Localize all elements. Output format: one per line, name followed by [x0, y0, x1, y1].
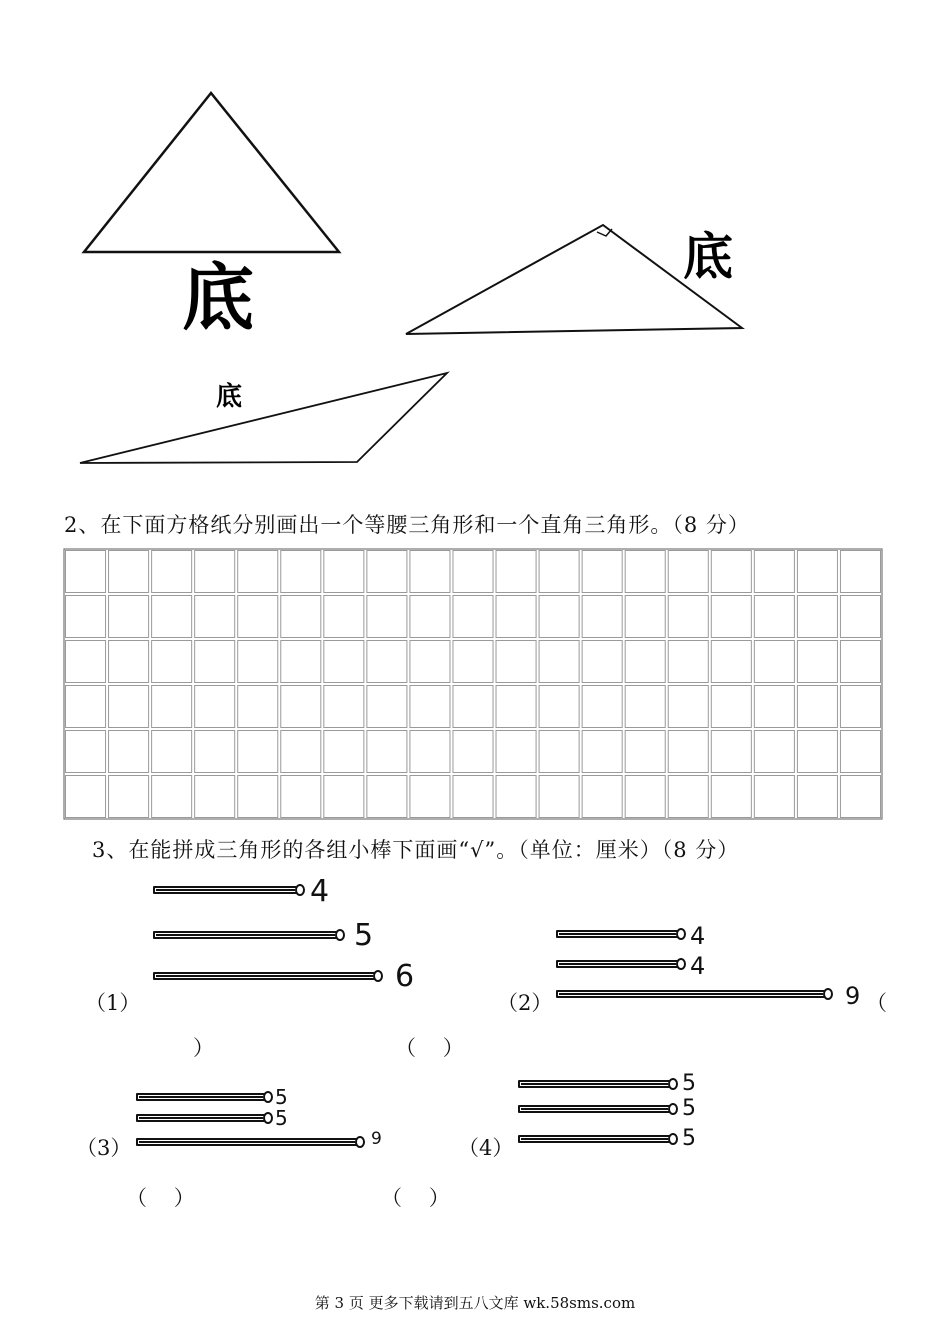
grid-cell[interactable]: [539, 596, 579, 638]
stick-length-label: 9: [371, 1129, 382, 1149]
grid-cell[interactable]: [238, 731, 278, 773]
grid-cell[interactable]: [367, 686, 407, 728]
grid-cell[interactable]: [582, 776, 622, 818]
grid-cell[interactable]: [453, 596, 493, 638]
stick-length-label: 4: [690, 952, 706, 980]
grid-cell[interactable]: [496, 686, 536, 728]
grid-cell[interactable]: [668, 731, 708, 773]
grid-cell[interactable]: [195, 641, 235, 683]
grid-cell[interactable]: [582, 641, 622, 683]
grid-cell[interactable]: [840, 551, 880, 593]
grid-cell[interactable]: [66, 776, 106, 818]
stick-5cm: [518, 1135, 671, 1143]
grid-cell[interactable]: [496, 551, 536, 593]
grid-cell[interactable]: [797, 776, 837, 818]
stick-5cm: [518, 1080, 671, 1088]
group-2-label: （2）: [497, 991, 553, 1015]
triangles-figure: [0, 0, 950, 500]
grid-cell[interactable]: [195, 686, 235, 728]
grid-cell[interactable]: [711, 686, 751, 728]
grid-cell[interactable]: [281, 776, 321, 818]
grid-cell[interactable]: [367, 641, 407, 683]
grid-cell[interactable]: [453, 641, 493, 683]
stick-length-label: 5: [354, 918, 374, 953]
grid-cell[interactable]: [109, 776, 149, 818]
grid-cell[interactable]: [109, 596, 149, 638]
stick-9cm: [136, 1138, 358, 1146]
grid-cell[interactable]: [109, 641, 149, 683]
grid-border: [64, 549, 882, 819]
grid-cell[interactable]: [711, 731, 751, 773]
grid-cell[interactable]: [238, 641, 278, 683]
grid-cell[interactable]: [582, 596, 622, 638]
grid-cell[interactable]: [66, 596, 106, 638]
grid-cell[interactable]: [754, 596, 794, 638]
stick-5cm: [518, 1105, 671, 1113]
grid-cell[interactable]: [496, 641, 536, 683]
grid-cell[interactable]: [668, 596, 708, 638]
grid-cell[interactable]: [410, 776, 450, 818]
stick-length-label: 5: [682, 1096, 696, 1121]
grid-cell[interactable]: [625, 596, 665, 638]
triangle-1-base-label: 底: [182, 256, 255, 340]
grid-cell[interactable]: [324, 731, 364, 773]
grid-cell[interactable]: [840, 731, 880, 773]
stick-4cm: [153, 886, 298, 894]
question-3-text: 3、在能拼成三角形的各组小棒下面画“√”。（单位：厘米）（8 分）: [92, 838, 740, 862]
grid-cell[interactable]: [281, 731, 321, 773]
grid-cell[interactable]: [797, 551, 837, 593]
stick-length-label: 5: [682, 1126, 696, 1151]
grid-cell[interactable]: [281, 596, 321, 638]
grid-cell[interactable]: [668, 551, 708, 593]
grid-cell[interactable]: [367, 776, 407, 818]
grid-cell[interactable]: [410, 596, 450, 638]
grid-cell[interactable]: [367, 596, 407, 638]
grid-cell[interactable]: [625, 551, 665, 593]
group-1-answer-blank[interactable]: ）: [193, 1036, 214, 1060]
grid-cell[interactable]: [66, 686, 106, 728]
triangle-3-base-label: 底: [216, 382, 243, 412]
grid-cell[interactable]: [66, 551, 106, 593]
grid-cell[interactable]: [668, 686, 708, 728]
grid-cell[interactable]: [152, 686, 192, 728]
grid-cell[interactable]: [754, 731, 794, 773]
grid-cell[interactable]: [152, 551, 192, 593]
grid-cell[interactable]: [324, 776, 364, 818]
stick-5cm: [136, 1114, 266, 1122]
grid-cell[interactable]: [711, 776, 751, 818]
grid-cell[interactable]: [840, 686, 880, 728]
grid-cell[interactable]: [281, 551, 321, 593]
grid-cell[interactable]: [539, 776, 579, 818]
grid-cell[interactable]: [754, 641, 794, 683]
grid-cell[interactable]: [281, 686, 321, 728]
grid-cell[interactable]: [410, 641, 450, 683]
grid-cell[interactable]: [195, 551, 235, 593]
grid-cell[interactable]: [195, 596, 235, 638]
grid-cell[interactable]: [668, 776, 708, 818]
stick-9cm: [556, 990, 826, 998]
grid-cell[interactable]: [754, 551, 794, 593]
grid-cell[interactable]: [281, 641, 321, 683]
grid-cell[interactable]: [238, 776, 278, 818]
page-footer: 第 3 页 更多下载请到五八文库 wk.58sms.com: [314, 1294, 636, 1312]
stick-5cm: [153, 931, 338, 939]
grid-cell[interactable]: [496, 731, 536, 773]
stick-length-label: 5: [275, 1106, 288, 1130]
grid-cell[interactable]: [152, 596, 192, 638]
grid-cell[interactable]: [109, 686, 149, 728]
grid-cell[interactable]: [797, 596, 837, 638]
stick-4cm: [556, 930, 679, 938]
grid-cell[interactable]: [625, 641, 665, 683]
grid-cell[interactable]: [410, 731, 450, 773]
grid-cell[interactable]: [453, 551, 493, 593]
grid-cell[interactable]: [109, 731, 149, 773]
stick-length-label: 5: [275, 1085, 288, 1109]
grid-cell[interactable]: [582, 551, 622, 593]
grid-cell[interactable]: [453, 686, 493, 728]
grid-cell[interactable]: [152, 641, 192, 683]
grid-cell[interactable]: [711, 551, 751, 593]
grid-cell[interactable]: [582, 686, 622, 728]
group-4-answer-blank[interactable]: （ ）: [381, 1186, 450, 1210]
grid-cell[interactable]: [453, 731, 493, 773]
group-1-label: （1）: [85, 991, 141, 1015]
stick-length-label: 9: [845, 982, 861, 1010]
grid-cell[interactable]: [711, 596, 751, 638]
grid-cell[interactable]: [539, 686, 579, 728]
stick-6cm: [153, 972, 376, 980]
grid-cell[interactable]: [496, 776, 536, 818]
grid-cell[interactable]: [238, 596, 278, 638]
grid-cell[interactable]: [324, 686, 364, 728]
grid-cell[interactable]: [840, 776, 880, 818]
grid-cell[interactable]: [711, 641, 751, 683]
group-3-label: （3）: [76, 1136, 132, 1160]
grid-cell[interactable]: [367, 551, 407, 593]
grid-cell[interactable]: [238, 686, 278, 728]
stick-5cm: [136, 1093, 266, 1101]
grid-cell[interactable]: [195, 776, 235, 818]
grid-cell[interactable]: [109, 551, 149, 593]
group-2-answer-blank[interactable]: （: [866, 991, 887, 1015]
grid-cell[interactable]: [324, 551, 364, 593]
grid-cell[interactable]: [840, 596, 880, 638]
grid-cell[interactable]: [410, 686, 450, 728]
answer-blank[interactable]: （ ）: [395, 1036, 464, 1060]
stick-length-label: 4: [310, 874, 330, 909]
question-2-text: 2、在下面方格纸分别画出一个等腰三角形和一个直角三角形。（8 分）: [64, 513, 750, 537]
grid-cell[interactable]: [797, 731, 837, 773]
grid-cell[interactable]: [539, 731, 579, 773]
grid-cell[interactable]: [754, 686, 794, 728]
grid-cell[interactable]: [195, 731, 235, 773]
triangle-obtuse: [80, 373, 447, 463]
grid-cell[interactable]: [496, 596, 536, 638]
stick-length-label: 5: [682, 1071, 696, 1096]
grid-cell[interactable]: [625, 686, 665, 728]
grid-cell[interactable]: [66, 641, 106, 683]
grid-cell[interactable]: [367, 731, 407, 773]
grid-cell[interactable]: [625, 731, 665, 773]
grid-cell[interactable]: [66, 731, 106, 773]
grid-cell[interactable]: [840, 641, 880, 683]
grid-cell[interactable]: [238, 551, 278, 593]
grid-cell[interactable]: [539, 641, 579, 683]
grid-cell[interactable]: [582, 731, 622, 773]
grid-cell[interactable]: [152, 776, 192, 818]
grid-cell[interactable]: [668, 641, 708, 683]
grid-cell[interactable]: [453, 776, 493, 818]
grid-cell[interactable]: [797, 641, 837, 683]
grid-cell[interactable]: [797, 686, 837, 728]
grid-cell[interactable]: [410, 551, 450, 593]
grid-cell[interactable]: [754, 776, 794, 818]
grid-cell[interactable]: [324, 596, 364, 638]
grid-cell[interactable]: [152, 731, 192, 773]
triangle-2-base-label: 底: [683, 228, 733, 286]
stick-length-label: 4: [690, 922, 706, 950]
grid-cell[interactable]: [539, 551, 579, 593]
triangle-equilateral: [84, 93, 339, 252]
group-4-label: （4）: [458, 1136, 514, 1160]
stick-length-label: 6: [395, 959, 415, 994]
group-3-answer-blank[interactable]: （ ）: [126, 1186, 195, 1210]
square-grid-paper[interactable]: [63, 548, 883, 820]
grid-cell[interactable]: [324, 641, 364, 683]
stick-4cm: [556, 960, 679, 968]
grid-cell[interactable]: [625, 776, 665, 818]
